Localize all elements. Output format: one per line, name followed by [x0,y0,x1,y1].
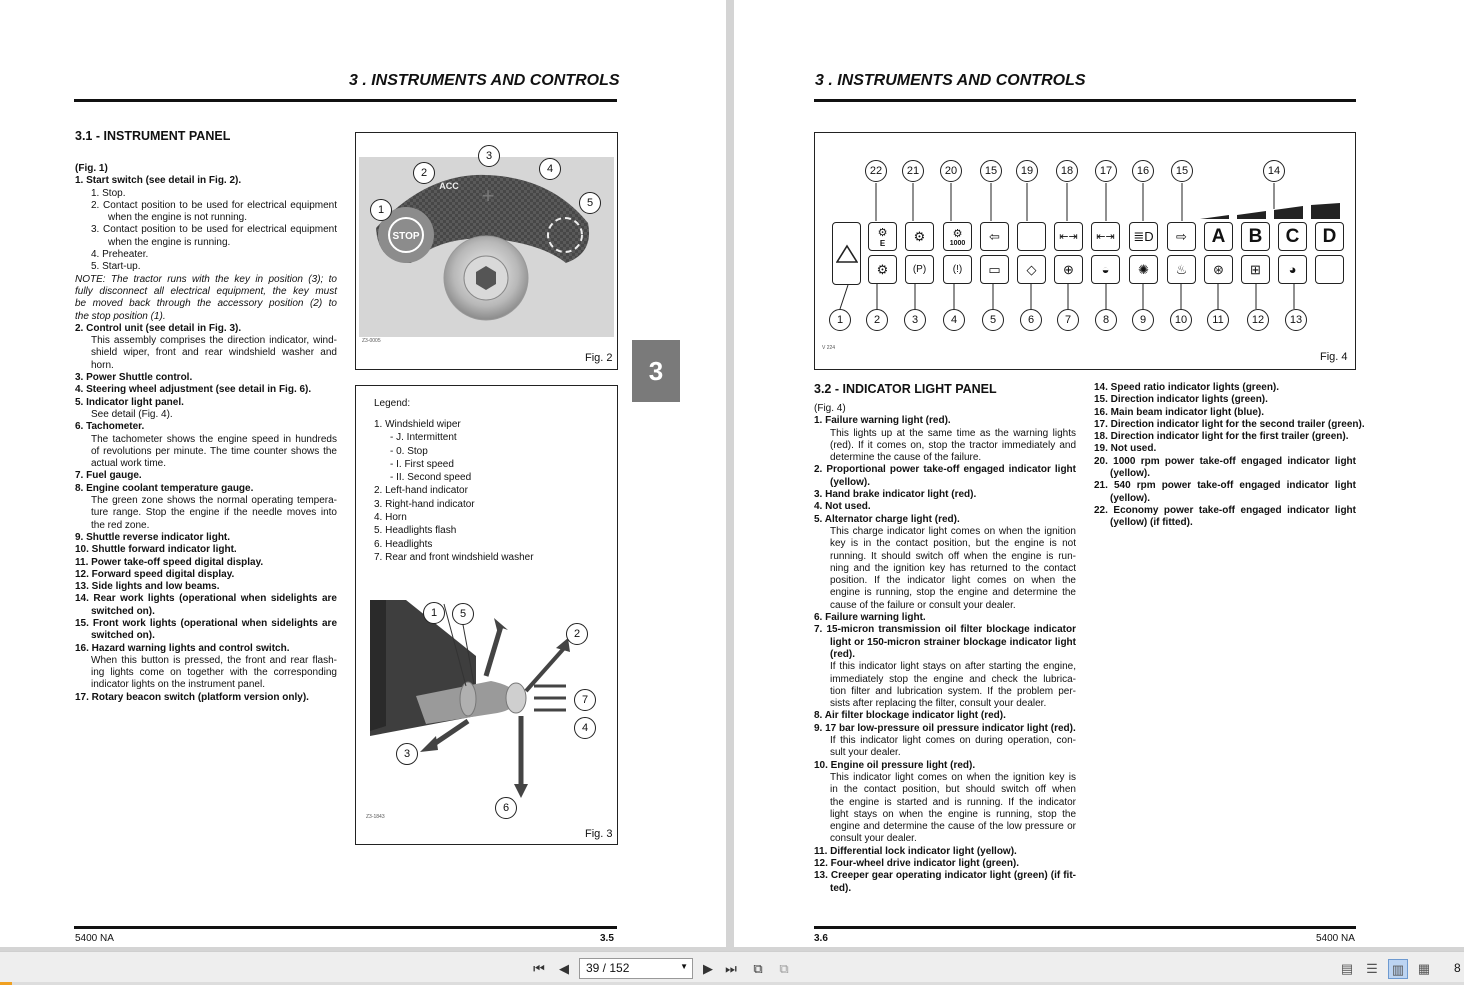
battery-icon: ▭ [980,255,1009,284]
footer-rule [814,926,1356,929]
fig3-code: Z3-1843 [366,814,385,820]
continuous-view-icon[interactable]: ☰ [1366,961,1378,976]
text-line: 9. Shuttle reverse indicator light. [75,531,231,543]
text-line: 20. 1000 rpm power take-off engaged indicator light [1094,455,1356,467]
text-line: 15. Front work lights (operational when sidelights are [75,617,337,629]
speed-ratio-b-icon: B [1241,222,1270,251]
speed-ratio-c-icon: C [1278,222,1307,251]
text-line: 13. Creeper gear operating indicator light (green) (if fit- [814,870,1076,882]
footer-model: 5400 NA [75,933,114,944]
text-line: shield wiper, front and rear windshield washer and [91,347,337,359]
footer-page-number: 3.6 [814,933,828,944]
text-line: 7. 15-micron transmission oil filter blockage indicator [814,624,1076,636]
fig4-callout-21: 21 [902,160,924,182]
next-view-icon[interactable]: ⧉ [779,961,789,976]
text-line: switched on). [91,605,155,617]
text-line: when the engine is running. [108,236,231,248]
text-line: 10. Shuttle forward indicator light. [75,544,237,556]
text-line: consult your dealer. [830,833,917,845]
fig4-code: V 224 [822,345,836,351]
svg-text:+: + [481,183,495,208]
legend-item: 7. Rear and front windshield washer [374,551,534,563]
fig4-callout-18: 18 [1056,160,1078,182]
low-pressure-oil-icon: ✺ [1129,255,1158,284]
text-line: The tachometer shows the engine speed in hundreds [91,433,337,445]
fig4-callout-9: 9 [1132,309,1154,331]
footer-page-number: 3.5 [600,933,614,944]
text-line: 13. Side lights and low beams. [75,581,220,593]
text-line: 16. Hazard warning lights and control switch. [75,642,290,654]
text-line: 8. Air filter blockage indicator light (red). [814,710,1006,722]
direction-right-arrow-icon: ⇨ [1167,222,1196,251]
chapter-tab: 3 [632,340,680,402]
text-line: 1. Start switch (see detail in Fig. 2). [75,175,242,187]
indicator-light-text-col1 [814,403,1076,895]
start-switch-illustration [356,133,617,369]
not-used-blank-icon [1017,222,1046,251]
legend-item: - 0. Stop [390,445,428,457]
text-line: NOTE: The tractor runs with the key in position (3); to [75,273,337,285]
text-line: 1. Failure warning light (red). [814,415,951,427]
text-line: (Fig. 1) [75,163,108,174]
text-line: light or 150-micron strainer blockage indicator light [830,636,1076,648]
text-line: indicator lights on the instrument panel. [91,679,265,691]
fig4-callout-15a: 15 [980,160,1002,182]
creeper-gear-snail-icon: ◕ [1278,255,1307,284]
main-beam-icon: ≣D [1129,222,1158,251]
text-line: fully disconnect all electrical equipment, the key must [75,285,337,297]
figure-2 [355,132,618,370]
acc-label: ACC [439,181,459,191]
text-line: ted). [830,882,852,894]
first-page-icon[interactable]: ⏮ [533,961,545,976]
fig4-callout-16: 16 [1132,160,1154,182]
legend-item: - II. Second speed [390,472,472,484]
text-line: 22. Economy power take-off engaged indicator light [1094,504,1356,516]
legend-item: 4. Horn [374,512,407,524]
fig4-callout-2: 2 [866,309,888,331]
text-line: (yellow). [1110,492,1151,504]
text-line: 8. Engine coolant temperature gauge. [75,482,254,494]
section-heading: 3.1 - INSTRUMENT PANEL [75,129,231,143]
direction-left-arrow-icon: ⇦ [980,222,1009,251]
fig3-callout-4: 4 [574,717,596,739]
text-line: If this indicator light comes on during operation, con- [830,735,1076,747]
text-line: 2. Proportional power take-off engaged indicator light [814,464,1076,476]
stop-label: STOP [392,231,420,242]
last-page-icon[interactable]: ⏭ [725,961,737,976]
instrument-panel-text [75,163,337,704]
text-line: If this indicator light stays on after starting the engine, [830,661,1076,673]
air-filter-icon: ◒ [1091,255,1120,284]
fig4-callout-17: 17 [1095,160,1117,182]
text-line: See detail (Fig. 4). [91,408,173,420]
fig3-callout-6: 6 [495,797,517,819]
text-line: 5. Alternator charge light (red). [814,513,960,525]
fig4-callout-22: 22 [865,160,887,182]
fig4-callout-11: 11 [1207,309,1229,331]
text-line: 3. Power Shuttle control. [75,372,193,384]
legend-item: 2. Left-hand indicator [374,485,468,497]
text-line: (red). If it comes on, stop the tractor immediately and [830,439,1076,451]
differential-lock-icon: ⊛ [1204,255,1233,284]
text-line: when the engine is not running. [108,212,247,224]
pto-540-icon: ⚙ [905,222,934,251]
fig4-callout-13: 13 [1285,309,1307,331]
text-line: switched on). [91,630,155,642]
text-line: 1. Stop. [91,187,126,199]
text-line: 21. 540 rpm power take-off engaged indicator light [1094,480,1356,492]
failure-warning-triangle-icon [832,222,861,285]
fig4-callout-20: 20 [940,160,962,182]
pto-1000-icon: ⚙ 1000 [943,222,972,251]
two-page-continuous-view-icon[interactable]: ▦ [1417,961,1431,976]
text-line: key is in the contact position, but the engine is not [830,538,1076,550]
text-line: 6. Failure warning light. [814,612,926,624]
text-line: (yellow). [1110,468,1151,480]
fig4-callout-7: 7 [1057,309,1079,331]
text-line: 10. Engine oil pressure light (red). [814,759,976,771]
text-line: ning and the ignition key has returned to the contact [830,562,1076,574]
text-line: 5. Start-up. [91,261,141,273]
fig4-callout-12: 12 [1247,309,1269,331]
text-line: ture range. Stop the engine if the needle moves into [91,507,337,519]
fig4-callout-3: 3 [904,309,926,331]
fig2-callout-3: 3 [478,145,500,167]
fig2-callout-5: 5 [579,192,601,214]
text-line: running. It should switch off when the engine is run- [830,550,1076,562]
prev-page-icon[interactable]: ◀ [559,961,569,976]
text-line: 12. Four-wheel drive indicator light (green). [814,857,1020,869]
indicator-panel-drawing [815,133,1355,369]
legend-item: - J. Intermittent [390,432,457,444]
not-used-warning-icon: (!) [943,255,972,284]
text-line: This assembly comprises the direction indicator, wind- [91,335,337,347]
fig4-callout-19: 19 [1016,160,1038,182]
failure-diamond-icon: ◇ [1017,255,1046,284]
fig3-callout-7: 7 [574,689,596,711]
fig4-callout-5: 5 [982,309,1004,331]
fig2-label: Fig. 2 [585,352,613,364]
four-wheel-drive-icon: ⊞ [1241,255,1270,284]
legend-list [374,418,604,564]
engine-oil-pressure-icon: ♨ [1167,255,1196,284]
fig2-callout-2: 2 [413,162,435,184]
text-line: This charge indicator light comes on when the ignition [830,525,1076,537]
page-number-value: 39 / 152 [586,961,630,975]
text-line: 14. Speed ratio indicator lights (green). [1094,382,1280,393]
two-page-view-icon[interactable]: ▥ [1388,959,1408,979]
text-line: This indicator light comes on when the ignition key is [830,771,1076,783]
text-line: 16. Main beam indicator light (blue). [1094,406,1265,418]
fig4-callout-8: 8 [1095,309,1117,331]
text-line: 11. Power take-off speed digital display. [75,556,264,568]
text-line: 17. Rotary beacon switch (platform version only). [75,691,309,703]
text-line: (yellow). [830,476,871,488]
blank-icon [1315,255,1344,284]
text-line: 4. Steering wheel adjustment (see detail in Fig. 6). [75,384,312,396]
first-trailer-direction-icon: ⇤⇥ [1054,222,1083,251]
fig2-callout-1: 1 [370,199,392,221]
fig4-label: Fig. 4 [1320,351,1348,363]
legend-item: - I. First speed [390,458,454,470]
text-line: 6. Tachometer. [75,421,145,433]
fig4-callout-6: 6 [1020,309,1042,331]
footer-model: 5400 NA [1316,933,1355,944]
text-line: 14. Rear work lights (operational when sidelights are [75,593,337,605]
text-line: When this button is pressed, the front and rear flash- [91,654,337,666]
legend-item: 5. Headlights flash [374,525,457,537]
legend-item: 3. Right-hand indicator [374,498,475,510]
second-trailer-direction-icon: ⇤⇥ [1091,222,1120,251]
header-rule [814,99,1356,102]
single-page-view-icon[interactable]: ▤ [1340,961,1354,976]
text-line: light stays on when the engine is running, stop the [830,808,1076,820]
text-line: 11. Differential lock indicator light (yellow). [814,845,1017,857]
footer-rule [74,926,617,929]
text-line: in the contact position, but should switch off when [830,784,1076,796]
fig4-callout-1: 1 [829,309,851,331]
fig2-code: Z3-0005 [362,338,381,344]
text-line: 18. Direction indicator light for the first trailer (green). [1094,431,1349,443]
fig3-label: Fig. 3 [585,828,613,840]
document-page-left [0,0,726,947]
legend-title: Legend: [374,398,411,409]
legend-item: 1. Windshield wiper [374,419,461,430]
text-line: engine is running, stop the engine and determine the [830,587,1076,599]
text-line: tion filter and lubrication system. If the problem per- [830,685,1076,697]
text-line: the red zone. [91,519,150,531]
text-line: 2. Contact position to be used for electrical equipment [91,199,337,211]
fig3-callout-3: 3 [396,743,418,765]
text-line: 7. Fuel gauge. [75,470,142,482]
previous-view-icon[interactable]: ⧉ [753,961,763,976]
text-line: (Fig. 4) [814,403,846,414]
header-rule [74,99,617,102]
text-line: engine and determine the cause of the low pressure or [830,821,1076,833]
text-line: the stop position (1). [75,310,166,322]
transmission-filter-icon: ⊕ [1054,255,1083,284]
text-line: 4. Not used. [814,501,871,513]
text-line: 4. Preheater. [91,249,149,261]
text-line: (yellow) (if fitted). [1110,517,1193,529]
legend-item: 6. Headlights [374,538,433,550]
text-line: determine the cause of the failure. [830,452,982,464]
text-line: sists after replacing the filter, consult your dealer. [830,698,1047,710]
fig4-callout-15b: 15 [1171,160,1193,182]
fig3-callout-2: 2 [566,623,588,645]
text-line: 2. Control unit (see detail in Fig. 3). [75,322,242,334]
proportional-pto-icon: ⚙ [868,255,897,284]
fig2-callout-4: 4 [539,158,561,180]
text-line: 9. 17 bar low-pressure oil pressure indicator light (red). [814,722,1076,734]
text-line: 17. Direction indicator light for the second trailer (green). [1094,418,1365,430]
text-line: be moved back through the accessory position (2) to [75,298,337,310]
pto-1000-label: 1000 [949,239,966,247]
section-header: 3 . INSTRUMENTS AND CONTROLS [349,72,620,89]
section-header: 3 . INSTRUMENTS AND CONTROLS [815,72,1086,89]
document-page-right [734,0,1464,947]
fig4-callout-10: 10 [1170,309,1192,331]
text-line: 12. Forward speed digital display. [75,568,235,580]
text-line: (red). [830,648,855,660]
text-line: actual work time. [91,458,167,470]
chevron-down-icon[interactable]: ▼ [680,962,688,971]
text-line: 15. Direction indicator lights (green). [1094,394,1268,406]
text-line: position. If the indicator light comes on when the [830,575,1076,587]
text-line: horn. [91,359,114,371]
fig4-callout-14: 14 [1263,160,1285,182]
text-line: 3. Hand brake indicator light (red). [814,489,977,501]
economy-pto-icon: ⚙ E [868,222,897,251]
fig4-callout-4: 4 [943,309,965,331]
text-line: The green zone shows the normal operating tempera- [91,495,337,507]
text-line: This lights up at the same time as the warning lights [830,427,1076,439]
figure-4 [814,132,1356,370]
text-line: 19. Not used. [1094,443,1157,455]
fig3-callout-1: 1 [423,602,445,624]
hand-brake-icon: (P) [905,255,934,284]
fig3-callout-5: 5 [452,603,474,625]
indicator-light-text-col2 [1094,382,1365,530]
pdf-viewer-toolbar [0,951,1464,985]
zoom-level[interactable]: 8 [1454,961,1461,975]
section-heading: 3.2 - INDICATOR LIGHT PANEL [814,382,997,396]
text-line: of revolutions per minute. The time counter shows the [91,445,337,457]
text-line: 3. Contact position to be used for electrical equipment [91,224,337,236]
text-line: 5. Indicator light panel. [75,396,184,408]
next-page-icon[interactable]: ▶ [703,961,713,976]
text-line: the engine is started and is running. If the indicator [830,796,1076,808]
economy-pto-e-label: E [879,238,886,248]
text-line: immediately stop the engine and check the lubrica- [830,673,1076,685]
speed-ratio-a-icon: A [1204,222,1233,251]
text-line: ing lights come on together with the corresponding [91,667,337,679]
figure-3 [355,385,618,845]
text-line: cause of the failure or consult your dealer. [830,599,1016,611]
text-line: sult your dealer. [830,747,901,759]
speed-ratio-d-icon: D [1315,222,1344,251]
page-number-field[interactable] [579,958,693,979]
